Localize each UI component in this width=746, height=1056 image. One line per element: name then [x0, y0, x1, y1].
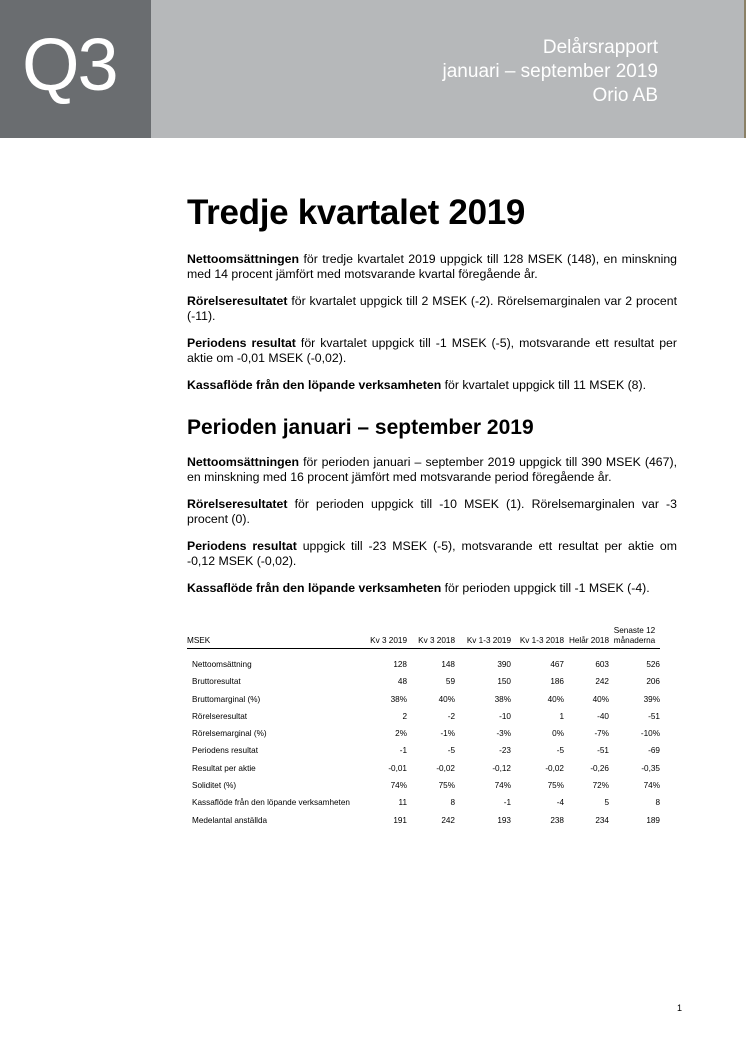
- table-cell: -40: [597, 711, 609, 721]
- table-row: [187, 738, 660, 755]
- row-label: Resultat per aktie: [192, 763, 256, 773]
- table-cell: 603: [595, 660, 609, 669]
- paragraph-lead: Periodens resultat: [187, 336, 296, 350]
- column-header: Kv 1-3 2019: [455, 626, 511, 649]
- table-cell: 38%: [390, 694, 407, 704]
- company-name: Orio AB: [592, 85, 658, 106]
- table-cell: -69: [648, 746, 660, 756]
- table-cell: -5: [556, 746, 564, 756]
- section-title: Perioden januari – september 2019: [187, 416, 534, 439]
- period-paragraph: [187, 455, 677, 485]
- table-cell: 234: [595, 815, 609, 825]
- table-cell: 150: [497, 677, 511, 687]
- table-cell: -0,02: [545, 763, 564, 773]
- table-cell: -1: [399, 746, 407, 756]
- period-paragraph: [187, 539, 677, 569]
- table-cell: 74%: [390, 781, 407, 791]
- table-cell: 40%: [547, 694, 564, 704]
- row-label: Bruttoresultat: [192, 677, 241, 687]
- table-cell: 40%: [438, 694, 455, 704]
- table-row: [187, 649, 660, 670]
- table-row: [187, 790, 660, 807]
- paragraph-text: för kvartalet uppgick till 2 MSEK (-2). Rörelsemarginalen var 2 procent (-11).: [187, 294, 677, 323]
- row-label: Medelantal anställda: [192, 815, 268, 825]
- row-label: Periodens resultat: [192, 746, 258, 756]
- table-cell: 390: [497, 660, 511, 669]
- table-cell: -51: [648, 711, 660, 721]
- table-cell: -0,02: [436, 763, 455, 773]
- paragraph-text: för perioden januari – september 2019 uppgick till 390 MSEK (467), en minskning med 16 procent jämfört med motsvarande period föregående år.: [187, 455, 677, 484]
- quarter-paragraph: [187, 294, 677, 324]
- table-row: [187, 755, 660, 772]
- table-cell: 2: [402, 711, 407, 721]
- report-type: Delårsrapport: [542, 37, 658, 58]
- paragraph-lead: Nettoomsättningen: [187, 252, 300, 266]
- paragraph-lead: Kassaflöde från den löpande verksamheten: [187, 581, 442, 595]
- table-cell: -7%: [594, 729, 609, 739]
- quarter-paragraph: [187, 378, 677, 393]
- header-report-info: [443, 36, 658, 108]
- table-cell: -5: [447, 746, 455, 756]
- table-cell: -0,12: [492, 763, 511, 773]
- table-row: [187, 773, 660, 790]
- table-cell: 72%: [592, 781, 609, 791]
- table-row: [187, 669, 660, 686]
- table-cell: 189: [646, 815, 660, 825]
- table-cell: 48: [397, 677, 407, 687]
- table-cell: -51: [597, 746, 609, 756]
- table-cell: -3%: [496, 729, 511, 739]
- quarter-badge: Q3: [22, 23, 117, 106]
- table-cell: 191: [393, 815, 407, 825]
- table-cell: 59: [445, 677, 455, 687]
- paragraph-lead: Rörelseresultatet: [187, 497, 288, 511]
- table-cell: -0,01: [388, 763, 407, 773]
- table-cell: -1%: [440, 729, 455, 739]
- main-content: [187, 192, 677, 608]
- table-cell: -10%: [640, 729, 660, 739]
- table-cell: 0%: [552, 729, 564, 739]
- table-cell: 40%: [592, 694, 609, 704]
- paragraph-lead: Rörelseresultatet: [187, 294, 288, 308]
- table-row: [187, 704, 660, 721]
- table-cell: 5: [604, 798, 609, 808]
- table-cell: 8: [655, 798, 660, 808]
- paragraph-text: för kvartalet uppgick till -1 MSEK (-5), motsvarande ett resultat per aktie om -0,01 MSEK (-0,02).: [187, 336, 677, 365]
- table-cell: 186: [550, 677, 564, 687]
- table-cell: 1: [559, 711, 564, 721]
- paragraph-text: för tredje kvartalet 2019 uppgick till 128 MSEK (148), en minskning med 14 procent jämfört med motsvarande kvartal föregående år.: [187, 252, 677, 281]
- table-cell: 128: [393, 660, 407, 669]
- column-header: MSEK: [187, 626, 366, 649]
- row-label: Bruttomarginal (%): [192, 694, 261, 704]
- table-cell: -1: [503, 798, 511, 808]
- table-cell: 242: [441, 815, 455, 825]
- row-label: Nettoomsättning: [192, 660, 252, 669]
- table-cell: 526: [646, 660, 660, 669]
- table-cell: -0,26: [590, 763, 609, 773]
- row-label: Kassaflöde från den löpande verksamheten: [192, 798, 350, 808]
- row-label: Rörelsemarginal (%): [192, 729, 267, 739]
- paragraph-text: för perioden uppgick till -1 MSEK (-4).: [441, 581, 650, 595]
- table-cell: -23: [499, 746, 511, 756]
- quarter-paragraph: [187, 336, 677, 366]
- quarter-paragraph: [187, 252, 677, 282]
- table-cell: 8: [450, 798, 455, 808]
- paragraph-text: uppgick till -23 MSEK (-5), motsvarande ett resultat per aktie om -0,12 MSEK (-0,02).: [187, 539, 677, 568]
- row-label: Rörelseresultat: [192, 711, 248, 721]
- column-header: Helår 2018: [564, 626, 609, 649]
- table-cell: 11: [398, 798, 407, 808]
- paragraph-lead: Periodens resultat: [187, 539, 297, 553]
- paragraph-lead: Nettoomsättningen: [187, 455, 300, 469]
- page-title: Tredje kvartalet 2019: [187, 193, 526, 232]
- paragraph-text: för kvartalet uppgick till 11 MSEK (8).: [441, 378, 647, 392]
- period-paragraph: [187, 581, 677, 596]
- table-cell: 38%: [494, 694, 511, 704]
- column-header: Kv 3 2018: [407, 626, 455, 649]
- table-cell: -0,35: [641, 763, 660, 773]
- paragraph-lead: Kassaflöde från den löpande verksamheten: [187, 378, 442, 392]
- table-cell: -10: [499, 711, 511, 721]
- table-cell: -2: [447, 711, 455, 721]
- table-cell: 2%: [395, 729, 407, 739]
- page-number: 1: [677, 1003, 683, 1013]
- table-cell: 39%: [643, 694, 660, 704]
- row-label: Soliditet (%): [192, 781, 237, 791]
- table-row: [187, 686, 660, 703]
- table-cell: 74%: [643, 781, 660, 791]
- table-cell: 238: [550, 815, 564, 825]
- table-cell: 75%: [547, 781, 564, 791]
- column-header: Senaste 12 månaderna: [609, 626, 660, 649]
- table-cell: 242: [595, 677, 609, 687]
- key-figures-table: [187, 626, 660, 825]
- table-cell: 74%: [494, 781, 511, 791]
- paragraph-text: för perioden uppgick till -10 MSEK (1). Rörelsemarginalen var -3 procent (0).: [187, 497, 677, 526]
- report-period: januari – september 2019: [442, 61, 658, 82]
- table-cell: 75%: [438, 781, 455, 791]
- table-cell: 148: [441, 660, 455, 669]
- table-cell: -4: [556, 798, 564, 808]
- period-paragraph: [187, 497, 677, 527]
- table-cell: 206: [646, 677, 660, 687]
- column-header: Kv 1-3 2018: [511, 626, 564, 649]
- table-cell: 467: [550, 660, 564, 669]
- table-header-row: [187, 626, 660, 649]
- table-row: [187, 721, 660, 738]
- table-row: [187, 807, 660, 824]
- column-header: Kv 3 2019: [366, 626, 407, 649]
- table-cell: 193: [497, 815, 511, 825]
